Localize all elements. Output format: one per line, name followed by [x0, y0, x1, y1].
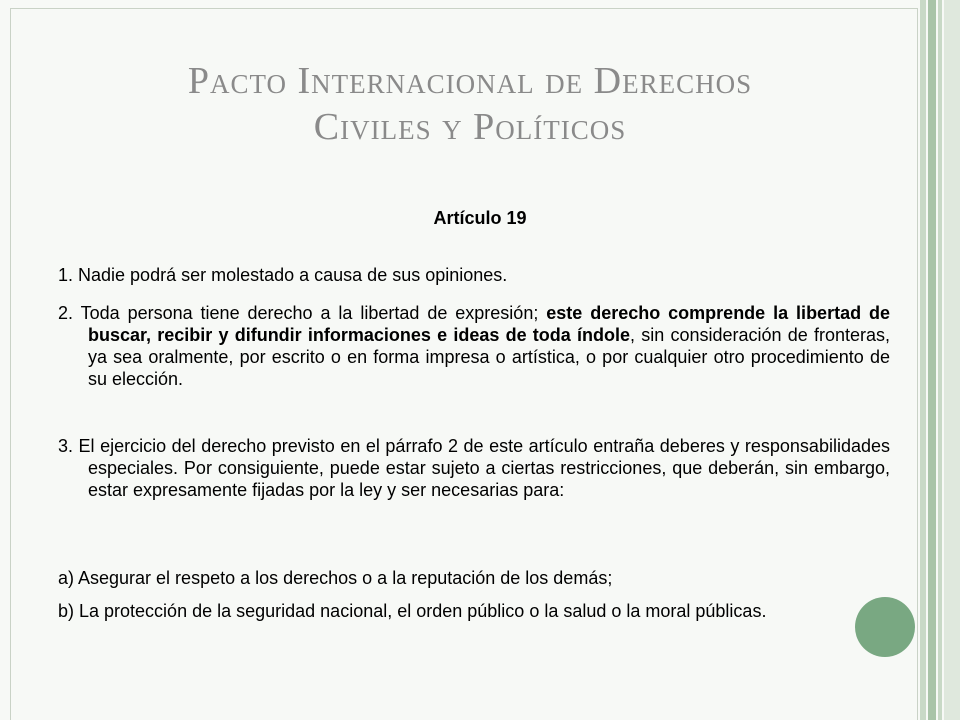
- decor-stripe-4: [944, 0, 960, 720]
- paragraph-3: 3. El ejercicio del derecho previsto en el párrafo 2 de este artículo entraña deberes y responsabilidades especiales. Por consiguiente, puede estar sujeto a ciertas restricciones, que deberán, sin embargo, estar expresamente fijadas por la ley y ser necesarias para:: [58, 436, 890, 500]
- paragraph-b: b) La protección de la seguridad nacional, el orden público o la salud o la moral públicas.: [58, 601, 767, 621]
- slide-title: [40, 58, 900, 150]
- decor-stripe-1: [920, 0, 926, 720]
- decor-stripe-2: [928, 0, 936, 720]
- paragraph-2: [58, 302, 890, 390]
- article-heading: Artículo 19: [433, 208, 527, 228]
- paragraph-2-end: , sin consideración de fronteras, ya sea oralmente, por escrito o en forma impresa o artística, o por cualquier otro procedimiento de su elección.: [88, 325, 890, 389]
- paragraph-1: 1. Nadie podrá ser molestado a causa de sus opiniones.: [58, 265, 508, 285]
- title-line-2: Civiles y Políticos: [313, 106, 627, 148]
- decor-stripe-3: [938, 0, 942, 720]
- paragraph-a: a) Asegurar el respeto a los derechos o a la reputación de los demás;: [58, 568, 613, 588]
- paragraph-2-start: 2. Toda persona tiene derecho a la libertad de expresión;: [58, 303, 547, 323]
- title-line-1: Pacto Internacional de Derechos: [187, 60, 753, 102]
- decor-circle: [855, 597, 915, 657]
- paragraph-2-bold: este derecho comprende la libertad de buscar, recibir y difundir informaciones e ideas de toda índole: [88, 303, 891, 345]
